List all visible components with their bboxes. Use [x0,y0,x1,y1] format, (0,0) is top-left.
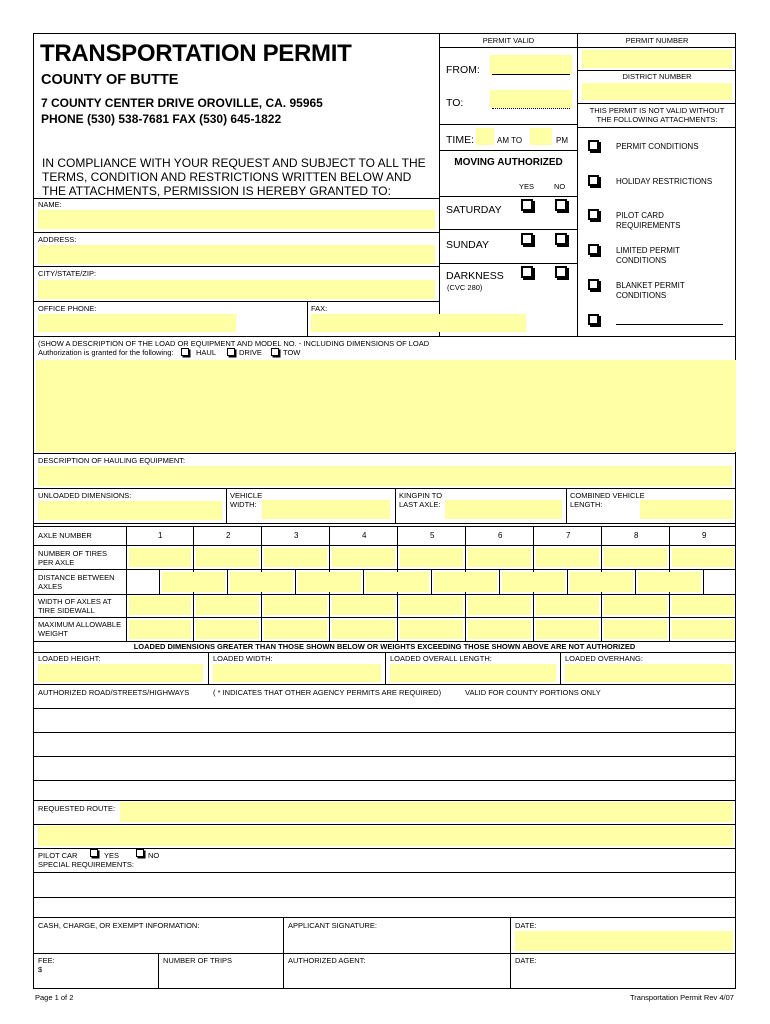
width-cell[interactable] [604,596,667,615]
axle-num-2: 2 [226,531,231,540]
form-revision: Transportation Permit Rev 4/07 [630,993,734,1002]
haul-label: HAUL [196,348,217,357]
attach-other-checkbox[interactable] [588,314,599,325]
loaded-length-label: LOADED OVERALL LENGTH: [390,654,492,663]
city-label: CITY/STATE/ZIP: [38,269,97,278]
attach-limited-checkbox[interactable] [588,244,599,255]
distance-cell[interactable] [162,572,225,592]
permit-valid-label: PERMIT VALID [482,36,535,45]
authorized-roads-label: AUTHORIZED ROAD/STREETS/HIGHWAYS [38,688,190,697]
pilot-car-label: PILOT CAR [38,851,78,860]
loaded-width-label: LOADED WIDTH: [213,654,273,663]
date-label-1: DATE: [515,921,537,930]
requested-route-field-2[interactable] [38,826,733,846]
pilot-no-checkbox[interactable] [136,849,144,857]
tires-cell[interactable] [264,548,327,567]
darkness-label: DARKNESS [446,270,504,282]
tires-cell[interactable] [536,548,599,567]
am-to-label: AM TO [497,136,523,145]
width-cell[interactable] [400,596,463,615]
loaded-height-label: LOADED HEIGHT: [38,654,101,663]
sunday-yes-checkbox[interactable] [521,233,533,245]
vehicle-width-label: VEHICLE WIDTH: [230,491,263,509]
distance-label: DISTANCE BETWEEN AXLES [38,573,115,591]
other-agency-note: ( * INDICATES THAT OTHER AGENCY PERMITS ARE REQUIRED) [213,688,442,697]
permit-number-field[interactable] [582,50,732,68]
route-line-3[interactable] [33,780,736,781]
authorization-label: Authorization is granted for the following: [38,348,174,357]
loaded-warning: LOADED DIMENSIONS GREATER THAN THOSE SHOWN BELOW OR WEIGHTS EXCEEDING THOSE SHOWN ABOVE ARE NOT AUTHORIZED [133,642,636,651]
weight-cell[interactable] [129,620,191,639]
tires-cell[interactable] [672,548,734,567]
weight-cell[interactable] [604,620,667,639]
darkness-yes-checkbox[interactable] [521,266,533,278]
moving-authorized-label: MOVING AUTHORIZED [454,157,563,168]
distance-cell[interactable] [502,572,565,592]
width-cell[interactable] [536,596,599,615]
county-only-note: VALID FOR COUNTY PORTIONS ONLY [465,688,601,697]
loaded-height-field[interactable] [38,664,203,682]
special-requirements-label: SPECIAL REQUIREMENTS: [38,860,134,869]
distance-cell[interactable] [366,572,429,592]
load-description-instructions: (SHOW A DESCRIPTION OF THE LOAD OR EQUIPMENT AND MODEL NO. - INCLUDING DIMENSIONS OF LOAD [38,339,430,348]
attach-blanket-label: BLANKET PERMIT CONDITIONS [616,281,685,300]
not-valid-text: THIS PERMIT IS NOT VALID WITHOUT THE FOLLOWING ATTACHMENTS: [589,106,725,124]
combined-length-label: COMBINED VEHICLE LENGTH: [570,491,645,509]
requested-route-field-1[interactable] [120,802,733,822]
attach-blanket-checkbox[interactable] [588,279,599,290]
saturday-label: SATURDAY [446,204,502,216]
time-label: TIME: [446,134,474,146]
axle-num-6: 6 [498,531,503,540]
district-number-label: DISTRICT NUMBER [622,72,692,81]
kingpin-label: KINGPIN TO LAST AXLE: [399,491,443,509]
tow-label: TOW [283,348,301,357]
max-weight-label: MAXIMUM ALLOWABLE WEIGHT [38,620,122,638]
date-field-1[interactable] [515,931,733,951]
authorized-agent-label: AUTHORIZED AGENT: [288,956,366,965]
distance-cell[interactable] [230,572,293,592]
district-number-field[interactable] [582,83,732,100]
to-date-field[interactable] [490,90,572,108]
weight-cell[interactable] [468,620,531,639]
tires-cell[interactable] [400,548,463,567]
loaded-overhang-field[interactable] [565,664,733,682]
sunday-no-checkbox[interactable] [555,233,567,245]
axle-number-label: AXLE NUMBER [38,531,92,540]
vehicle-width-field[interactable] [262,500,390,519]
time-to-field[interactable] [530,128,552,145]
name-field[interactable] [38,210,435,229]
haul-checkbox[interactable] [181,348,189,356]
requested-route-label: REQUESTED ROUTE: [38,804,116,813]
loaded-length-field[interactable] [390,664,556,682]
fee-dollar: $ [38,965,43,974]
route-line-2[interactable] [33,756,736,757]
pilot-yes-label: YES [104,851,120,860]
saturday-yes-checkbox[interactable] [521,199,533,211]
city-field[interactable] [38,280,435,299]
tires-cell[interactable] [129,548,191,567]
county-address: 7 COUNTY CENTER DRIVE OROVILLE, CA. 95965 [41,96,323,110]
from-date-field[interactable] [490,55,572,75]
weight-cell[interactable] [264,620,327,639]
axle-num-3: 3 [294,531,299,540]
drive-checkbox[interactable] [227,348,235,356]
kingpin-field[interactable] [445,500,562,519]
axle-num-1: 1 [158,531,163,540]
fee-label: FEE: [38,956,55,965]
address-field[interactable] [38,245,435,264]
weight-cell[interactable] [536,620,599,639]
office-phone-field[interactable] [38,314,236,332]
time-from-field[interactable] [476,128,494,145]
weight-cell[interactable] [332,620,395,639]
distance-cell[interactable] [298,572,361,592]
weight-cell[interactable] [400,620,463,639]
width-cell[interactable] [332,596,395,615]
unloaded-dims-label: UNLOADED DIMENSIONS: [38,491,132,500]
attach-holiday-checkbox[interactable] [588,175,599,186]
no-header: NO [554,182,566,191]
attach-permit-conditions-checkbox[interactable] [588,140,599,151]
cash-label: CASH, CHARGE, OR EXEMPT INFORMATION: [38,921,200,930]
axle-num-7: 7 [566,531,571,540]
tires-cell[interactable] [604,548,667,567]
pilot-yes-checkbox[interactable] [90,849,98,857]
distance-cell[interactable] [638,572,701,592]
darkness-no-checkbox[interactable] [555,266,567,278]
applicant-signature-label: APPLICANT SIGNATURE: [288,921,377,930]
loaded-overhang-label: LOADED OVERHANG: [565,654,643,663]
compliance-text: IN COMPLIANCE WITH YOUR REQUEST AND SUBJECT TO ALL THE TERMS, CONDITION AND RESTRICTIONS WRITTEN BELOW AND THE ATTACHMENTS, PERMISSION IS HEREBY GRANTED TO: [42,156,426,198]
yes-header: YES [519,182,535,191]
permit-number-label: PERMIT NUMBER [625,36,689,45]
from-label: FROM: [446,64,480,76]
distance-cell[interactable] [570,572,633,592]
loaded-width-field[interactable] [213,664,381,682]
distance-cell[interactable] [434,572,497,592]
weight-cell[interactable] [672,620,734,639]
saturday-no-checkbox[interactable] [555,199,567,211]
special-requirements-line[interactable] [33,897,736,898]
number-of-trips-label: NUMBER OF TRIPS [163,956,233,965]
attach-pilot-card-label: PILOT CARD REQUIREMENTS [616,211,681,230]
axle-num-4: 4 [362,531,367,540]
drive-label: DRIVE [239,348,262,357]
axle-num-8: 8 [634,531,639,540]
width-cell[interactable] [672,596,734,615]
fax-field[interactable] [311,314,526,332]
county-name: COUNTY OF BUTTE [41,72,179,88]
sunday-label: SUNDAY [446,239,489,251]
pilot-no-label: NO [148,851,160,860]
axle-num-5: 5 [430,531,435,540]
hauling-equipment-label: DESCRIPTION OF HAULING EQUIPMENT: [38,456,186,465]
tires-cell[interactable] [332,548,395,567]
width-cell[interactable] [468,596,531,615]
attach-permit-conditions-label: PERMIT CONDITIONS [616,142,699,151]
hauling-equipment-field[interactable] [38,466,732,486]
load-description-field[interactable] [36,360,736,452]
county-phone: PHONE (530) 538-7681 FAX (530) 645-1822 [41,112,282,126]
width-cell[interactable] [129,596,191,615]
office-phone-label: OFFICE PHONE: [38,304,97,313]
axle-width-label: WIDTH OF AXLES AT TIRE SIDEWALL [38,597,112,615]
to-label: TO: [446,97,464,109]
attach-limited-label: LIMITED PERMIT CONDITIONS [616,246,680,265]
unloaded-dims-field[interactable] [38,501,222,520]
width-cell[interactable] [264,596,327,615]
attach-pilot-card-checkbox[interactable] [588,209,599,220]
weight-cell[interactable] [196,620,259,639]
combined-length-field[interactable] [640,500,733,519]
attach-holiday-label: HOLIDAY RESTRICTIONS [616,177,713,186]
width-cell[interactable] [196,596,259,615]
fax-label: FAX: [311,304,328,313]
axle-num-9: 9 [702,531,707,540]
route-line-1[interactable] [33,732,736,733]
tires-label: NUMBER OF TIRES PER AXLE [38,549,108,567]
cvc-label: (CVC 280) [447,283,483,292]
page-number: Page 1 of 2 [35,993,74,1002]
pm-label: PM [556,136,568,145]
tow-checkbox[interactable] [271,348,279,356]
name-label: NAME: [38,200,62,209]
tires-cell[interactable] [468,548,531,567]
attach-other-field[interactable] [616,324,723,325]
date-label-2: DATE: [515,956,537,965]
address-label: ADDRESS: [38,235,77,244]
form-title: TRANSPORTATION PERMIT [40,40,352,67]
tires-cell[interactable] [196,548,259,567]
